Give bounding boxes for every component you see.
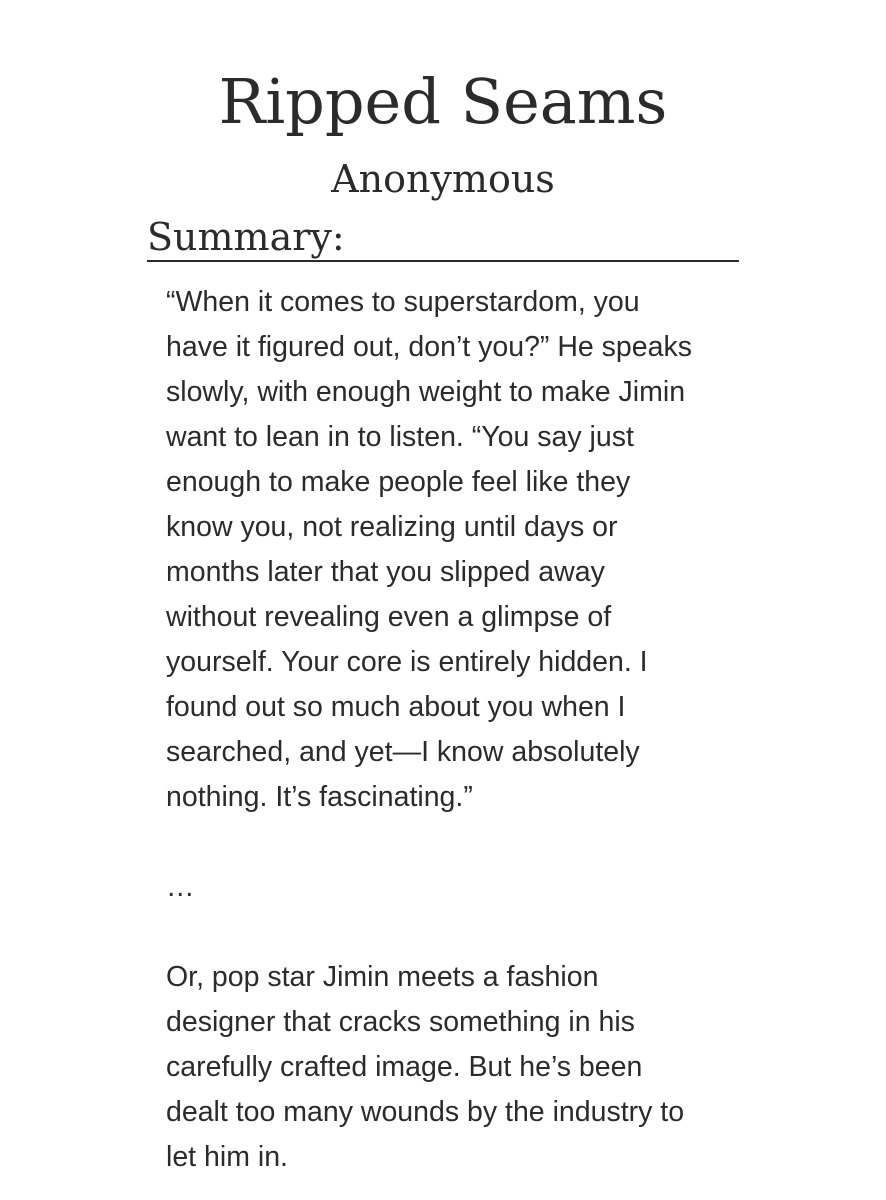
paragraph-spacer [166, 910, 736, 955]
summary-paragraph-description: Or, pop star Jimin meets a fashion designer that cracks something in his carefully crafted image. But he’s been dealt too many wounds by the industry to let him in. [166, 961, 685, 1173]
summary-heading: Summary: [147, 214, 739, 262]
summary-paragraph-quote: “When it comes to superstardom, you have it figured out, don’t you?” He speaks slowly, with enough weight to make Jimin want to lean in to listen. “You say just enough to make people feel like they know you, not realizing until days or months later that you slipped away without revealing even a glimpse of yourself. Your core is entirely hidden. I found out so much about you when I searched, and yet—I know absolutely nothing. It’s fascinating.” [166, 286, 692, 813]
summary-body [166, 280, 736, 1180]
work-author: Anonymous [331, 157, 555, 201]
paragraph-spacer [166, 820, 736, 865]
summary-paragraph-ellipsis: … [166, 871, 195, 903]
work-title: Ripped Seams [218, 65, 668, 138]
